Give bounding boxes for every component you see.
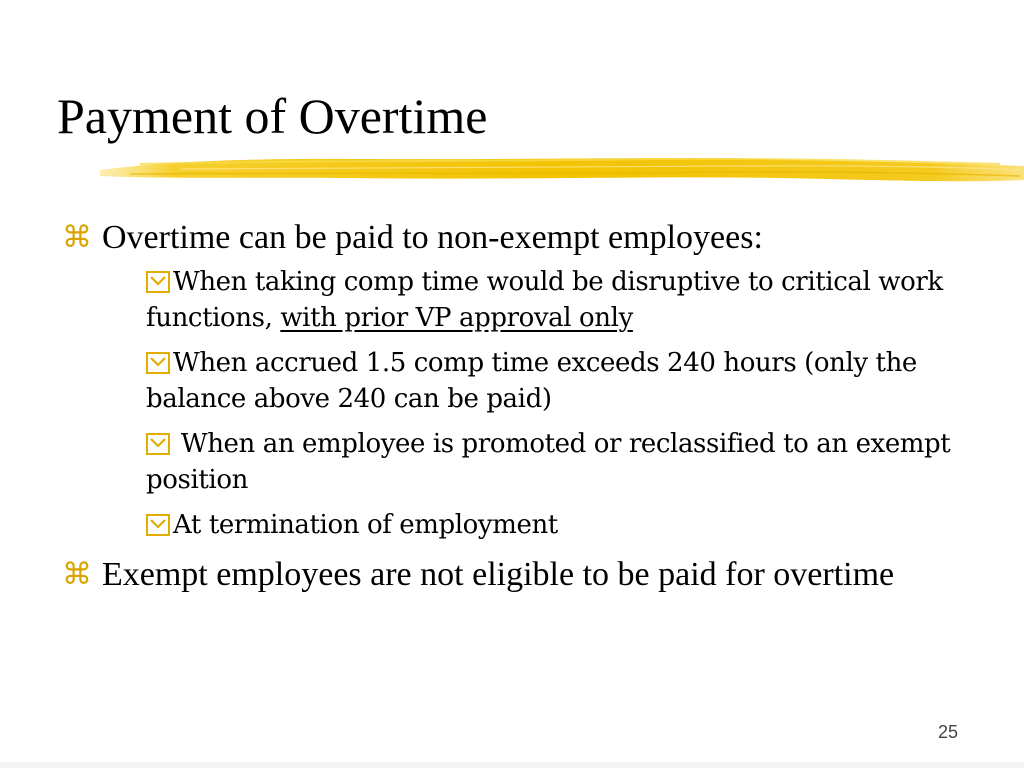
- page-number: 25: [937, 722, 958, 742]
- checkbox-check-icon: [146, 352, 170, 374]
- command-key-icon: ⌘: [62, 220, 92, 255]
- bottom-edge: [0, 762, 1024, 768]
- bullet-text: When taking comp time would be disruptive to critical work functions,: [146, 267, 943, 333]
- bullet-text: At termination of employment: [173, 510, 558, 540]
- bullet-level1: [58, 216, 988, 260]
- bullet-level2: [146, 507, 988, 543]
- checkbox-check-icon: [146, 514, 170, 536]
- bullet-level2: [146, 345, 988, 417]
- slide-title: Payment of Overtime: [57, 88, 488, 144]
- bullet-level2: [146, 426, 988, 498]
- bullet-text: When accrued 1.5 comp time exceeds 240 hours (only the balance above 240 can be paid): [146, 348, 917, 414]
- bullet-text: When an employee is promoted or reclassified to an exempt position: [146, 429, 951, 495]
- bullet-level2: [146, 264, 988, 336]
- bullet-level1: [58, 553, 988, 597]
- title-underline-brushstroke: [100, 150, 1024, 186]
- checkbox-check-icon: [146, 271, 170, 293]
- bullet-text-emphasis: with prior VP approval only: [280, 303, 633, 333]
- command-key-icon: ⌘: [62, 557, 92, 592]
- bullet-text: Overtime can be paid to non-exempt employees:: [102, 219, 763, 256]
- sub-bullet-list: [146, 264, 988, 543]
- slide-body: [58, 216, 988, 597]
- checkbox-check-icon: [146, 433, 170, 455]
- bullet-text: Exempt employees are not eligible to be paid for overtime: [102, 556, 895, 593]
